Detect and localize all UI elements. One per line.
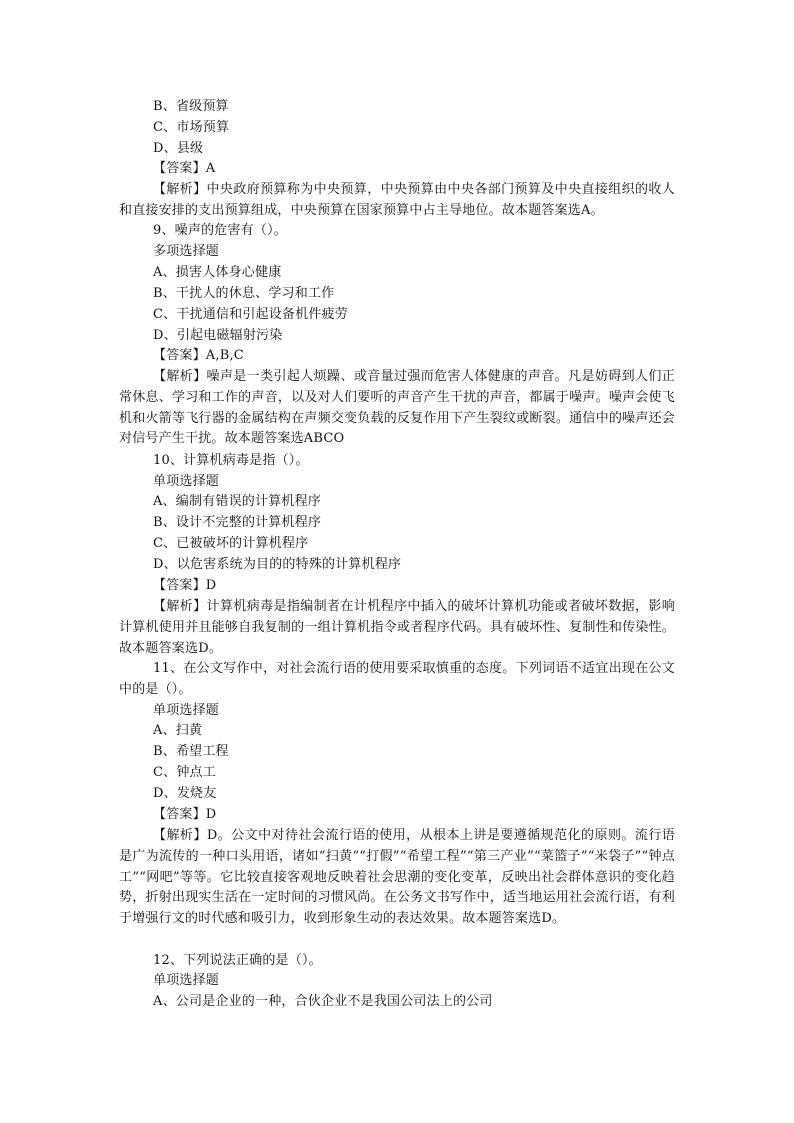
question-type-q10: 单项选择题 <box>153 474 220 489</box>
question-12: 12、下列说法正确的是（）。 <box>153 953 322 968</box>
option-a-q9: A、损害人体身心健康 <box>153 265 282 280</box>
question-9: 9、噪声的危害有（）。 <box>153 223 287 238</box>
analysis-q9: 【解析】噪声是一类引起人烦躁、或音量过强而危害人体健康的声音。凡是妨碍到人们正常休息、学习和工作的声音，以及对人们要听的声音产生干扰的声音，都属于噪声。噪声会使飞机和火箭等飞行器的金属结构在声频交变负载的反复作用下产生裂纹或断裂。通信中的噪声还会对信号产生干扰。故本题答案选ABCO <box>119 369 675 447</box>
option-d-q10: D、以危害系统为目的的特殊的计算机程序 <box>153 557 402 572</box>
option-b-q9: B、干扰人的休息、学习和工作 <box>153 286 335 301</box>
option-a-q12: A、公司是企业的一种，合伙企业不是我国公司法上的公司 <box>153 994 493 1009</box>
option-d-q9: D、引起电磁辐射污染 <box>153 328 283 343</box>
option-c-q10: C、已被破坏的计算机程序 <box>153 536 309 551</box>
answer-q10: 【答案】D <box>153 578 217 593</box>
question-type-q12: 单项选择题 <box>153 973 220 988</box>
option-a-q10: A、编制有错误的计算机程序 <box>153 494 321 509</box>
analysis-q11: 【解析】D。公文中对待社会流行语的使用，从根本上讲是要遵循规范化的原则。流行语是广为流传的一种口头用语，诸如“扫黄”“打假”“希望工程”“第三产业”“菜篮子”“米袋子”“钟点工”“网吧”等等。它比较直接客观地反映着社会思潮的变化变革，反映出社会群体意识的变化趋势，折射出现实生活在一定时间的习惯风尚。在公务文书写作中，适当地运用社会流行语，有利于增强行文的时代感和吸引力，收到形象生动的表达效果。故本题答案选D。 <box>119 828 675 927</box>
option-a-q11: A、扫黄 <box>153 723 203 738</box>
option-c-q9: C、干扰通信和引起设备机件疲劳 <box>153 307 348 322</box>
answer-q9: 【答案】A,B,C <box>153 348 244 363</box>
option-d-q11: D、发烧友 <box>153 786 217 801</box>
analysis-q8: 【解析】中央政府预算称为中央预算，中央预算由中央各部门预算及中央直接组织的收人和直接安排的支出预算组成，中央预算在国家预算中占主导地位。故本题答案选A。 <box>119 182 675 218</box>
option-b-q10: B、设计不完整的计算机程序 <box>153 515 322 530</box>
question-10: 10、计算机病毒是指（）。 <box>153 453 309 468</box>
analysis-q10: 【解析】计算机病毒是指编制者在计机程序中插入的破坏计算机功能或者破坏数据，影响计算机使用并且能够自我复制的一组计算机指令或者程序代码。具有破坏性、复制性和传染性。故本题答案选D。 <box>119 599 675 656</box>
option-c-q11: C、钟点工 <box>153 765 216 780</box>
answer-q8: 【答案】A <box>153 161 216 176</box>
answer-q11: 【答案】D <box>153 807 217 822</box>
question-type-q11: 单项选择题 <box>153 703 220 718</box>
option-d-q8: D、县级 <box>153 141 204 156</box>
question-type-q9: 多项选择题 <box>153 244 220 259</box>
option-b-q8: B、省级预算 <box>153 99 229 114</box>
option-c-q8: C、市场预算 <box>153 120 230 135</box>
option-b-q11: B、希望工程 <box>153 744 229 759</box>
question-11: 11、在公文写作中，对社会流行语的使用要采取慎重的态度。下列词语不适宜出现在公文中的是（）。 <box>119 661 675 697</box>
